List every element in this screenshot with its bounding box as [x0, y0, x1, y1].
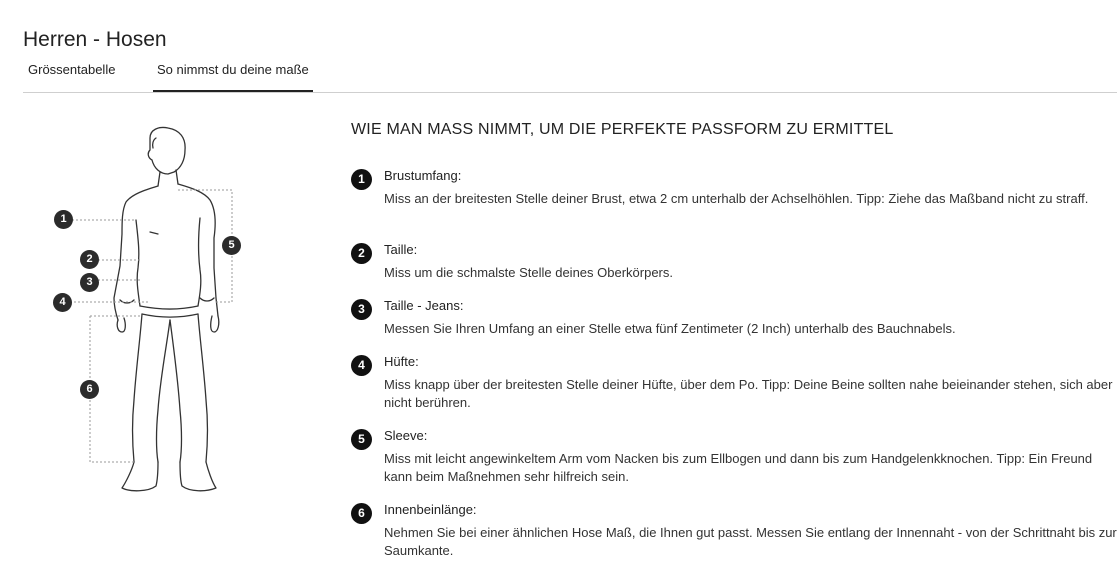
step-number-badge: 5: [351, 429, 372, 450]
section-heading: WIE MAN MASS NIMMT, UM DIE PERFEKTE PASSFORM ZU ERMITTEL: [351, 121, 894, 138]
step-title: Taille - Jeans:: [384, 298, 464, 313]
figure-badge-2: 2: [80, 250, 99, 269]
step-title: Taille:: [384, 242, 418, 257]
tab-bar: [23, 60, 1117, 94]
step-description: Miss um die schmalste Stelle deines Oberkörpers.: [384, 265, 674, 280]
tab-size-chart[interactable]: Grössentabelle: [28, 62, 116, 77]
step-description: Miss mit leicht angewinkeltem Arm vom Nacken bis zum Ellbogen und dann bis zum Handgelenkknochen. Tipp: Ein Freund kann beim Maßnehmen sehr hilfreich sein.: [384, 451, 1093, 484]
step-title: Sleeve:: [384, 428, 428, 443]
measurement-steps: [351, 167, 1117, 575]
step-waist-jeans: [351, 297, 1117, 353]
step-description: Nehmen Sie bei einer ähnlichen Hose Maß, die Ihnen gut passt. Messen Sie entlang der Innennaht - von der Schrittnaht bis zur Saumkante.: [384, 525, 1117, 558]
figure-badge-5: 5: [222, 236, 241, 255]
step-number-badge: 2: [351, 243, 372, 264]
step-number-badge: 3: [351, 299, 372, 320]
step-sleeve: [351, 427, 1117, 501]
step-inseam: [351, 501, 1117, 575]
figure-badge-3: 3: [80, 273, 99, 292]
tab-how-to-measure[interactable]: So nimmst du deine maße: [153, 60, 313, 91]
step-waist: [351, 241, 1117, 297]
step-title: Brustumfang:: [384, 168, 462, 183]
step-hip: [351, 353, 1117, 427]
tab-divider: [23, 92, 1117, 93]
step-title: Innenbeinlänge:: [384, 502, 477, 517]
step-number-badge: 4: [351, 355, 372, 376]
step-chest: [351, 167, 1117, 241]
step-number-badge: 1: [351, 169, 372, 190]
body-measurement-illustration: [40, 120, 270, 500]
body-figure-icon: [40, 120, 270, 500]
figure-badge-6: 6: [80, 380, 99, 399]
step-title: Hüfte:: [384, 354, 419, 369]
step-number-badge: 6: [351, 503, 372, 524]
step-description: Miss an der breitesten Stelle deiner Brust, etwa 2 cm unterhalb der Achselhöhlen. Tipp: Ziehe das Maßband nicht zu straff.: [384, 191, 1089, 206]
figure-badge-4: 4: [53, 293, 72, 312]
step-description: Messen Sie Ihren Umfang an einer Stelle etwa fünf Zentimeter (2 Inch) unterhalb des Bauchnabels.: [384, 321, 956, 336]
page-title: Herren - Hosen: [23, 28, 167, 51]
figure-badge-1: 1: [54, 210, 73, 229]
step-description: Miss knapp über der breitesten Stelle deiner Hüfte, über dem Po. Tipp: Deine Beine sollten nahe beieinander stehen, sich aber nicht berühren.: [384, 377, 1113, 410]
